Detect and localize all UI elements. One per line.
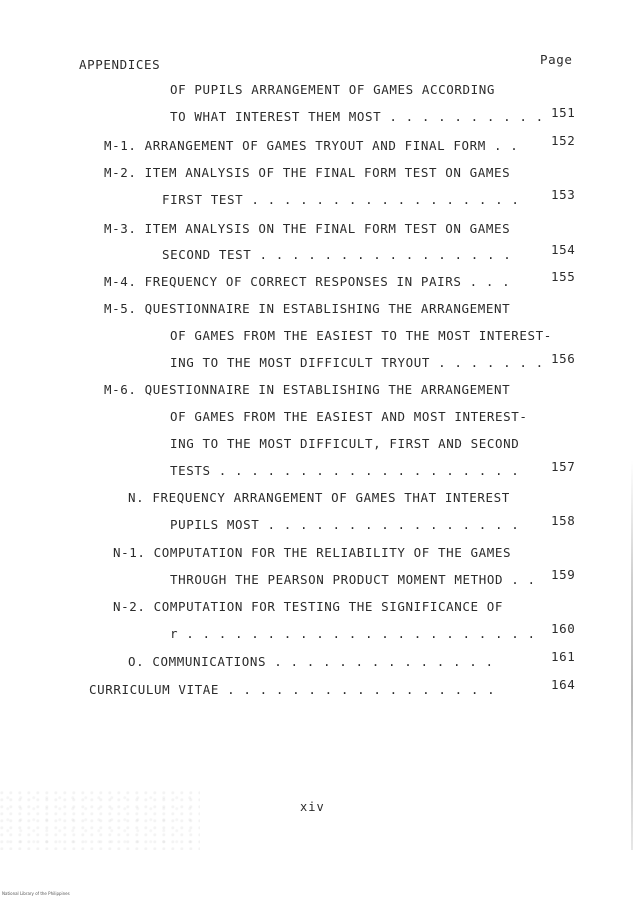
toc-entry-text: M-1. ARRANGEMENT OF GAMES TRYOUT AND FINAL FORM . . <box>104 138 519 153</box>
toc-entry-text: OF GAMES FROM THE EASIEST AND MOST INTEREST- <box>170 409 528 424</box>
toc-entry-text: r . . . . . . . . . . . . . . . . . . . . . . <box>170 626 536 641</box>
toc-entry-page: 153 <box>551 187 576 202</box>
toc-entry-text: N-2. COMPUTATION FOR TESTING THE SIGNIFICANCE OF <box>113 599 504 614</box>
toc-entry-page: 158 <box>551 513 576 528</box>
toc-entry-text: O. COMMUNICATIONS . . . . . . . . . . . . . . <box>128 654 494 669</box>
toc-entry-page: 161 <box>551 649 576 664</box>
toc-entry-text: M-2. ITEM ANALYSIS OF THE FINAL FORM TEST ON GAMES <box>104 165 511 180</box>
toc-entry-text: OF PUPILS ARRANGEMENT OF GAMES ACCORDING <box>170 82 496 97</box>
toc-entry-text: ING TO THE MOST DIFFICULT, FIRST AND SECOND <box>170 436 520 451</box>
toc-entry-page: 156 <box>551 351 576 366</box>
toc-entry-text: SECOND TEST . . . . . . . . . . . . . . . . <box>162 247 512 262</box>
toc-entry-text: N. FREQUENCY ARRANGEMENT OF GAMES THAT INTEREST <box>128 490 510 505</box>
toc-entry-text: PUPILS MOST . . . . . . . . . . . . . . . . <box>170 517 520 532</box>
page-column-label: Page <box>540 52 573 67</box>
toc-entry-page: 155 <box>551 269 576 284</box>
toc-entry-text: FIRST TEST . . . . . . . . . . . . . . . . . <box>162 192 520 207</box>
toc-entry-text: M-5. QUESTIONNAIRE IN ESTABLISHING THE ARRANGEMENT <box>104 301 511 316</box>
toc-entry-page: 157 <box>551 459 576 474</box>
footer-credit: National Library of the Philippines <box>2 891 70 896</box>
section-heading: APPENDICES <box>79 57 161 72</box>
toc-entry-text: OF GAMES FROM THE EASIEST TO THE MOST INTEREST- <box>170 328 552 343</box>
toc-entry-text: M-4. FREQUENCY OF CORRECT RESPONSES IN PAIRS . . . <box>104 274 511 289</box>
toc-entry-page: 151 <box>551 105 576 120</box>
toc-entry-text: M-3. ITEM ANALYSIS ON THE FINAL FORM TEST ON GAMES <box>104 221 511 236</box>
toc-entry-text: THROUGH THE PEARSON PRODUCT MOMENT METHOD . . <box>170 572 536 587</box>
scan-noise <box>0 790 200 850</box>
toc-entry-page: 154 <box>551 242 576 257</box>
toc-entry-page: 152 <box>551 133 576 148</box>
toc-entry-text: M-6. QUESTIONNAIRE IN ESTABLISHING THE ARRANGEMENT <box>104 382 511 397</box>
toc-entry-page: 164 <box>551 677 576 692</box>
page-folio: xiv <box>300 800 325 814</box>
toc-entry-page: 160 <box>551 621 576 636</box>
toc-entry-text: ING TO THE MOST DIFFICULT TRYOUT . . . . . . . <box>170 355 544 370</box>
toc-entry-text: TESTS . . . . . . . . . . . . . . . . . . . <box>170 463 520 478</box>
toc-entry-text: CURRICULUM VITAE . . . . . . . . . . . . . . . . . <box>89 682 496 697</box>
toc-entry-text: N-1. COMPUTATION FOR THE RELIABILITY OF THE GAMES <box>113 545 512 560</box>
toc-entry-text: TO WHAT INTEREST THEM MOST . . . . . . . . . . <box>170 109 544 124</box>
toc-entry-page: 159 <box>551 567 576 582</box>
